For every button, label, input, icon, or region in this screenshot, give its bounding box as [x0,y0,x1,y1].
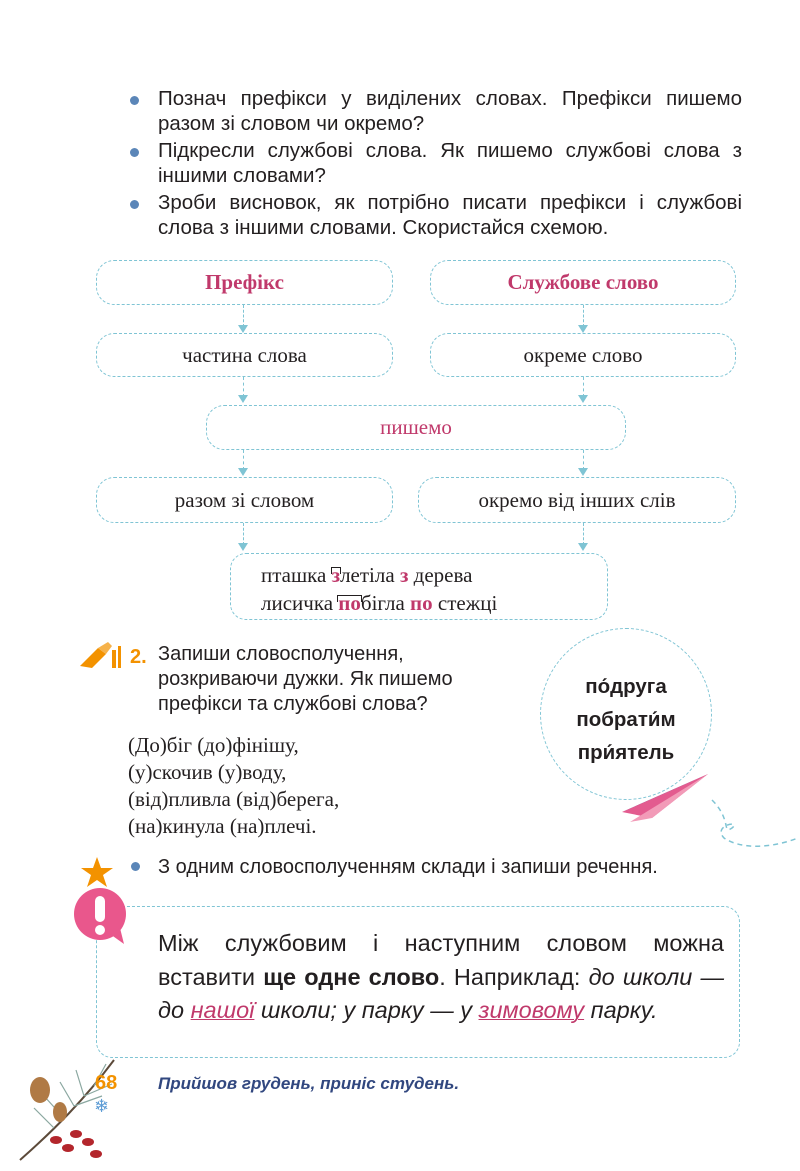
connector [583,305,584,327]
paper-plane-icon [612,770,800,855]
write-box: пишемо [206,405,626,450]
arrow-down-icon [578,395,588,403]
exclamation-icon [70,884,134,948]
svg-text:❄: ❄ [94,1096,110,1117]
arrow-down-icon [238,543,248,551]
examples-box [230,553,608,620]
word-part-box: частина слова [96,333,393,377]
prefix-box: Префікс [96,260,393,305]
connector [583,523,584,545]
prefix-mark: по [338,591,361,615]
phrase: (у)скочив (у)воду, [128,760,287,784]
service-word-box: Службове слово [430,260,736,305]
word-list [540,670,712,769]
together-box: разом зі словом [96,477,393,523]
task-instruction: Запиши словосполучення, розкриваючи дужки. Як пишемо префікси та службові слова? [158,643,453,715]
phrase: (від)пливла (від)берега, [128,787,340,811]
connector [243,377,244,397]
writing-hand-icon [78,640,122,670]
arrow-down-icon [238,325,248,333]
preposition: з [399,563,409,587]
arrow-down-icon [238,395,248,403]
bullet-item: Познач префікси у виділених словах. Префікси пишемо разом зі словом чи окремо? [128,86,742,136]
bullet-dot-icon [130,148,139,157]
preposition: по [410,591,433,615]
proverb: Прийшов грудень, приніс студень. [158,1074,460,1093]
connector [243,523,244,545]
task-instruction: З одним словосполученням склади і запиши речення. [158,856,658,878]
rule-emphasis: ще одне слово [263,963,440,990]
bullet-item: Зроби висновок, як потрібно писати префікси і службові слова з іншими словами. Скористайся схемою. [128,190,742,240]
word: при́ятель [577,741,675,764]
bullet-dot-icon [131,862,140,871]
apart-box: окремо від інших слів [418,477,736,523]
example-line: пташка злетіла з дерева [261,563,473,587]
bullet-dot-icon [130,96,139,105]
page-number: 68 [95,1072,118,1094]
phrase: (на)кинула (на)плечі. [128,814,317,838]
connector [583,377,584,397]
arrow-down-icon [578,543,588,551]
connector [243,450,244,470]
example-line: лисичка побігла по стежці [261,591,498,615]
arrow-down-icon [578,325,588,333]
connector [243,305,244,327]
bullet-dot-icon [130,200,139,209]
phrase: (До)біг (до)фінішу, [128,733,299,757]
rule-text: Між службовим і наступним словом можна вставити ще одне слово. Наприклад: до школи — до нашої школи; у парку — у зимовому парку. [158,930,724,1023]
word: побрати́м [576,708,676,731]
separate-word-box: окреме слово [430,333,736,377]
arrow-down-icon [578,468,588,476]
phrase-list [128,732,339,840]
prefix-mark: з [331,563,341,587]
connector [583,450,584,470]
bullet-item: Підкресли службові слова. Як пишемо службові слова з іншими словами? [128,138,742,188]
inserted-word: зимовому [478,997,585,1023]
inserted-word: нашої [190,997,255,1023]
arrow-down-icon [238,468,248,476]
word: по́друга [585,675,667,698]
pine-branch-icon [14,1030,134,1170]
task-number: 2. [130,646,147,668]
bullet-list [128,86,742,242]
